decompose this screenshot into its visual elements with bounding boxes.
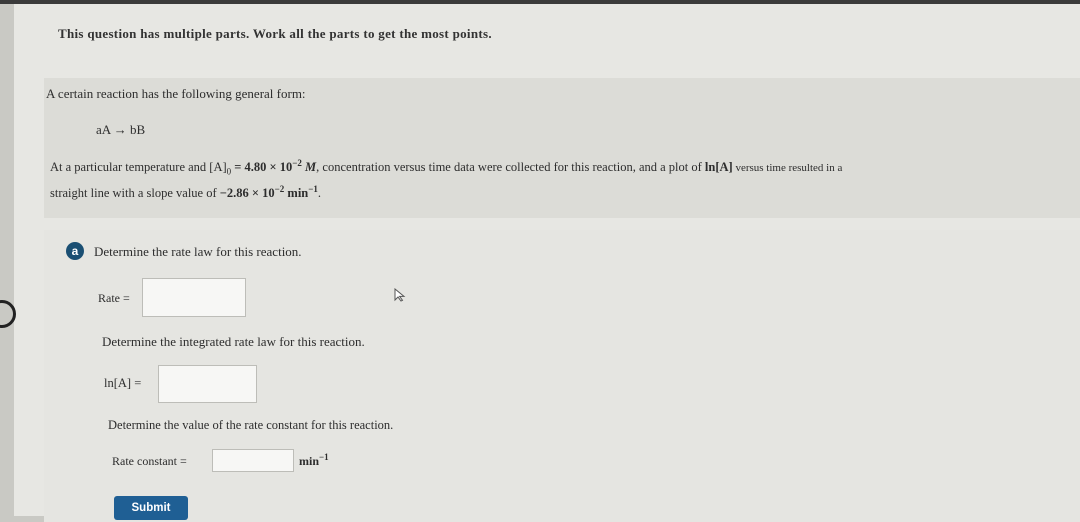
part-a-section: [44, 230, 1080, 522]
slope-value: −2.86 × 10: [219, 186, 275, 201]
rate-label: Rate =: [98, 291, 130, 305]
rate-constant-input[interactable]: [212, 449, 294, 472]
problem-line-1: A certain reaction has the following general form:: [46, 86, 306, 101]
question-rate-law: Determine the rate law for this reaction.: [94, 244, 302, 259]
question-integrated-rate-law: Determine the integrated rate law for this reaction.: [102, 334, 365, 349]
rate-law-input[interactable]: [142, 278, 246, 317]
problem-line-3: At a particular temperature and $[A]_0 = 4.80 \times 10^{-2}$ M, concentration versus time data were collected for this reaction, and a plot of ln[A] versus time resulted in a: [50, 158, 843, 177]
rate-constant-unit: $\min^{-1}$: [299, 452, 329, 468]
reaction-equation: aA → bB: [96, 122, 146, 137]
initial-concentration-value: = 4.80 × 10: [231, 160, 293, 175]
part-a-badge: a: [66, 242, 84, 260]
ln-a-text: ln[A]: [704, 160, 733, 175]
problem-statement: [44, 78, 1080, 218]
initial-concentration-label: $[A]_0$: [209, 160, 232, 177]
problem-line-4: straight line with a slope value of $-2.86 \times 10^{-2}$ $\min^{-1}$.: [50, 184, 322, 201]
ln-a-label: ln[A] =: [104, 376, 142, 390]
submit-button[interactable]: Submit: [114, 496, 188, 520]
rate-constant-label: Rate constant =: [112, 454, 187, 468]
mouse-pointer-icon: [394, 288, 406, 302]
integrated-rate-law-input[interactable]: [158, 365, 257, 403]
intro-text: This question has multiple parts. Work all the parts to get the most points.: [58, 26, 492, 41]
question-rate-constant: Determine the value of the rate constant for this reaction.: [108, 418, 394, 432]
question-page: [14, 4, 1080, 516]
